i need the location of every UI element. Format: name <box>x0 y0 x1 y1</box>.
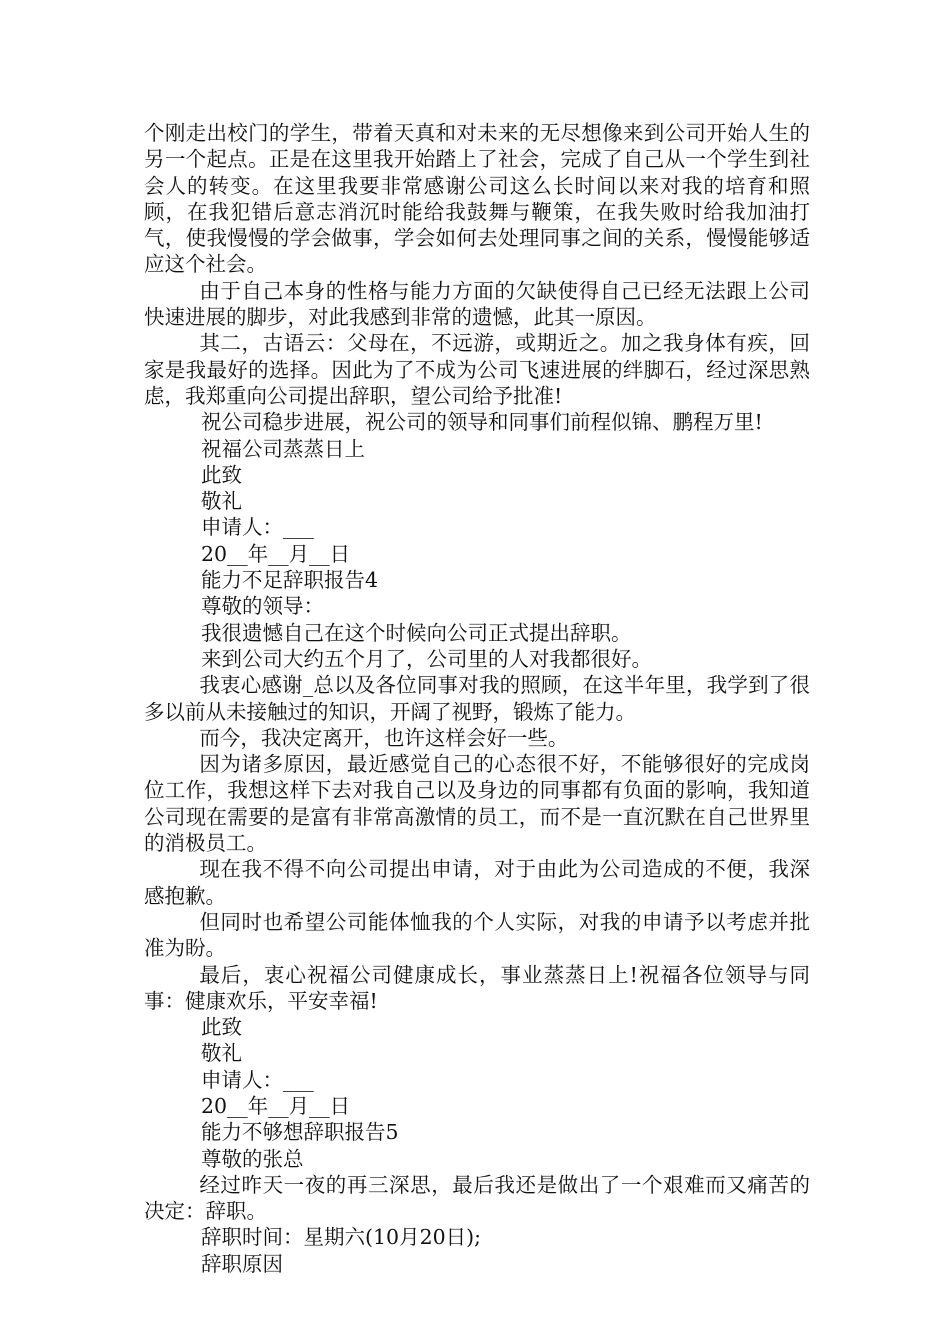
paragraph: 辞职原因 <box>201 1251 283 1276</box>
paragraph: 能力不够想辞职报告5 <box>201 1120 399 1145</box>
paragraph: 祝公司稳步进展，祝公司的领导和同事们前程似锦、鹏程万里! <box>201 410 763 435</box>
paragraph: 20__年__月__日 <box>201 541 351 566</box>
paragraph: 能力不足辞职报告4 <box>201 568 379 593</box>
paragraph: 个刚走出校门的学生，带着天真和对未来的无尽想像来到公司开始人生的另一个起点。正是在这里我开始踏上了社会，完成了自己从一个学生到社会人的转变。在这里我要非常感谢公司这么长时间以来对我的培育和照顾，在我犯错后意志消沉时能给我鼓舞与鞭策，在我失败时给我加油打气，使我慢慢的学会做事，学会如何去处理同事之间的关系，慢慢能够适应这个社会。 <box>144 121 810 277</box>
paragraph: 申请人：___ <box>201 515 314 540</box>
paragraph: 敬礼 <box>201 1041 242 1066</box>
paragraph: 20__年__月__日 <box>201 1093 351 1118</box>
paragraph: 辞职时间：星期六(10月20日); <box>201 1225 482 1250</box>
paragraph: 此致 <box>201 1015 242 1040</box>
paragraph: 来到公司大约五个月了，公司里的人对我都很好。 <box>201 646 652 671</box>
paragraph: 其二，古语云：父母在，不远游，或期近之。加之我身体有疾，回家是我最好的选择。因此为了不成为公司飞速进展的绊脚石，经过深思熟虑，我郑重向公司提出辞职，望公司给予批准! <box>144 331 810 408</box>
document-body <box>144 120 810 1277</box>
paragraph: 申请人：___ <box>201 1067 314 1092</box>
paragraph: 尊敬的张总 <box>201 1146 304 1171</box>
paragraph: 祝福公司蒸蒸日上 <box>201 436 365 461</box>
paragraph: 由于自己本身的性格与能力方面的欠缺使得自己已经无法跟上公司快速进展的脚步，对此我感到非常的遗憾，此其一原因。 <box>144 278 810 330</box>
paragraph: 最后，衷心祝福公司健康成长，事业蒸蒸日上!祝福各位领导与同事：健康欢乐，平安幸福! <box>144 962 810 1013</box>
paragraph: 敬礼 <box>201 489 242 514</box>
paragraph: 但同时也希望公司能体恤我的个人实际，对我的申请予以考虑并批准为盼。 <box>144 909 810 961</box>
paragraph: 此致 <box>201 462 242 487</box>
paragraph: 现在我不得不向公司提出申请，对于由此为公司造成的不便，我深感抱歉。 <box>144 857 810 908</box>
paragraph: 经过昨天一夜的再三深思，最后我还是做出了一个艰难而又痛苦的决定：辞职。 <box>144 1172 810 1224</box>
paragraph: 我很遗憾自己在这个时候向公司正式提出辞职。 <box>201 620 632 645</box>
paragraph: 而今，我决定离开，也许这样会好一些。 <box>199 725 569 750</box>
paragraph: 因为诸多原因，最近感觉自己的心态很不好，不能够很好的完成岗位工作，我想这样下去对我自己以及身边的同事都有负面的影响，我知道公司现在需要的是富有非常高激情的员工，而不是一直沉默在自己世界里的消极员工。 <box>144 752 810 856</box>
paragraph: 尊敬的领导： <box>201 594 324 619</box>
paragraph: 我衷心感谢_总以及各位同事对我的照顾，在这半年里，我学到了很多以前从未接触过的知识，开阔了视野，锻炼了能力。 <box>144 673 810 724</box>
